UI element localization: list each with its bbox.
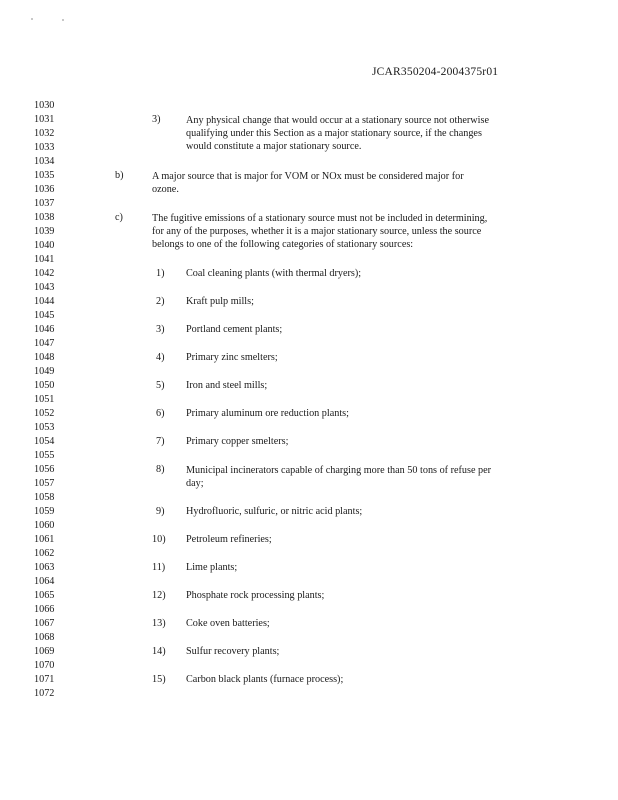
subsection-b-line: ozone.: [152, 184, 179, 195]
line-number: 1061: [34, 534, 55, 545]
line-number: 1058: [34, 492, 55, 503]
subsection-c-label: c): [115, 212, 123, 223]
line-number: 1060: [34, 520, 55, 531]
list-item-text: Petroleum refineries;: [186, 534, 272, 545]
line-number: 1055: [34, 450, 55, 461]
list-item-number: 8): [156, 464, 165, 475]
list-item-number: 13): [152, 618, 166, 629]
line-number: 1066: [34, 604, 55, 615]
line-number: 1070: [34, 660, 55, 671]
subsection-b-label: b): [115, 170, 124, 181]
line-number: 1069: [34, 646, 55, 657]
line-number: 1065: [34, 590, 55, 601]
line-number: 1049: [34, 366, 55, 377]
list-item-number: 12): [152, 590, 166, 601]
list-item-text: Portland cement plants;: [186, 324, 283, 335]
list-item-text: Coke oven batteries;: [186, 618, 270, 629]
list-item-line: Municipal incinerators capable of charging more than 50 tons of refuse per: [186, 465, 492, 476]
item-3-text: [186, 114, 566, 153]
list-item-text: Primary copper smelters;: [186, 436, 289, 447]
line-number: 1064: [34, 576, 55, 587]
line-number: 1050: [34, 380, 55, 391]
line-number: 1031: [34, 114, 55, 125]
line-number: 1063: [34, 562, 55, 573]
line-number: 1043: [34, 282, 55, 293]
list-item-number: 2): [156, 296, 165, 307]
line-number: 1038: [34, 212, 55, 223]
line-number: 1059: [34, 506, 55, 517]
item-3-line: would constitute a major stationary source.: [186, 141, 362, 152]
list-item-line: day;: [186, 478, 204, 489]
list-item-text: Phosphate rock processing plants;: [186, 590, 325, 601]
list-item-number: 3): [156, 324, 165, 335]
list-item-text: Coal cleaning plants (with thermal dryers);: [186, 268, 362, 279]
scan-speck: [62, 19, 64, 21]
list-item-text: Carbon black plants (furnace process);: [186, 674, 344, 685]
subsection-b-text: [152, 170, 572, 196]
list-item-text: Primary zinc smelters;: [186, 352, 278, 363]
list-item-number: 4): [156, 352, 165, 363]
line-number: 1068: [34, 632, 55, 643]
line-number: 1052: [34, 408, 55, 419]
subsection-c-line: The fugitive emissions of a stationary source must not be included in determining,: [152, 213, 488, 224]
subsection-b-line: A major source that is major for VOM or NOx must be considered major for: [152, 171, 464, 182]
line-number: 1057: [34, 478, 55, 489]
list-item-text: Iron and steel mills;: [186, 380, 268, 391]
line-number: 1053: [34, 422, 55, 433]
list-item-number: 5): [156, 380, 165, 391]
line-number: 1072: [34, 688, 55, 699]
line-number: 1067: [34, 618, 55, 629]
line-number: 1048: [34, 352, 55, 363]
line-number: 1042: [34, 268, 55, 279]
list-item-text: [186, 464, 566, 490]
line-number: 1040: [34, 240, 55, 251]
item-3-line: qualifying under this Section as a major stationary source, if the changes: [186, 128, 482, 139]
line-number: 1045: [34, 310, 55, 321]
line-number: 1030: [34, 100, 55, 111]
line-number: 1056: [34, 464, 55, 475]
line-number: 1044: [34, 296, 55, 307]
list-item-text: Hydrofluoric, sulfuric, or nitric acid plants;: [186, 506, 363, 517]
document-id: JCAR350204-2004375r01: [372, 66, 499, 78]
list-item-number: 6): [156, 408, 165, 419]
subsection-c-line: belongs to one of the following categories of stationary sources:: [152, 239, 414, 250]
list-item-number: 10): [152, 534, 166, 545]
list-item-number: 9): [156, 506, 165, 517]
line-number: 1033: [34, 142, 55, 153]
list-item-text: Lime plants;: [186, 562, 238, 573]
line-number: 1034: [34, 156, 55, 167]
line-number: 1037: [34, 198, 55, 209]
line-number: 1051: [34, 394, 55, 405]
list-item-number: 15): [152, 674, 166, 685]
line-number: 1046: [34, 324, 55, 335]
subsection-c-text: [152, 212, 582, 251]
list-item-number: 1): [156, 268, 165, 279]
list-item-text: Kraft pulp mills;: [186, 296, 254, 307]
line-number: 1054: [34, 436, 55, 447]
line-number: 1032: [34, 128, 55, 139]
list-item-text: Sulfur recovery plants;: [186, 646, 280, 657]
line-number: 1036: [34, 184, 55, 195]
line-number: 1039: [34, 226, 55, 237]
line-number: 1062: [34, 548, 55, 559]
item-3-line: Any physical change that would occur at a stationary source not otherwise: [186, 115, 489, 126]
subsection-c-line: for any of the purposes, whether it is a major stationary source, unless the source: [152, 226, 482, 237]
line-number: 1035: [34, 170, 55, 181]
list-item-number: 11): [152, 562, 166, 573]
scan-speck: [31, 18, 33, 20]
list-item-text: Primary aluminum ore reduction plants;: [186, 408, 349, 419]
item-3-number: 3): [152, 114, 161, 125]
line-number: 1041: [34, 254, 55, 265]
list-item-number: 14): [152, 646, 166, 657]
list-item-number: 7): [156, 436, 165, 447]
line-number: 1047: [34, 338, 55, 349]
line-number: 1071: [34, 674, 55, 685]
